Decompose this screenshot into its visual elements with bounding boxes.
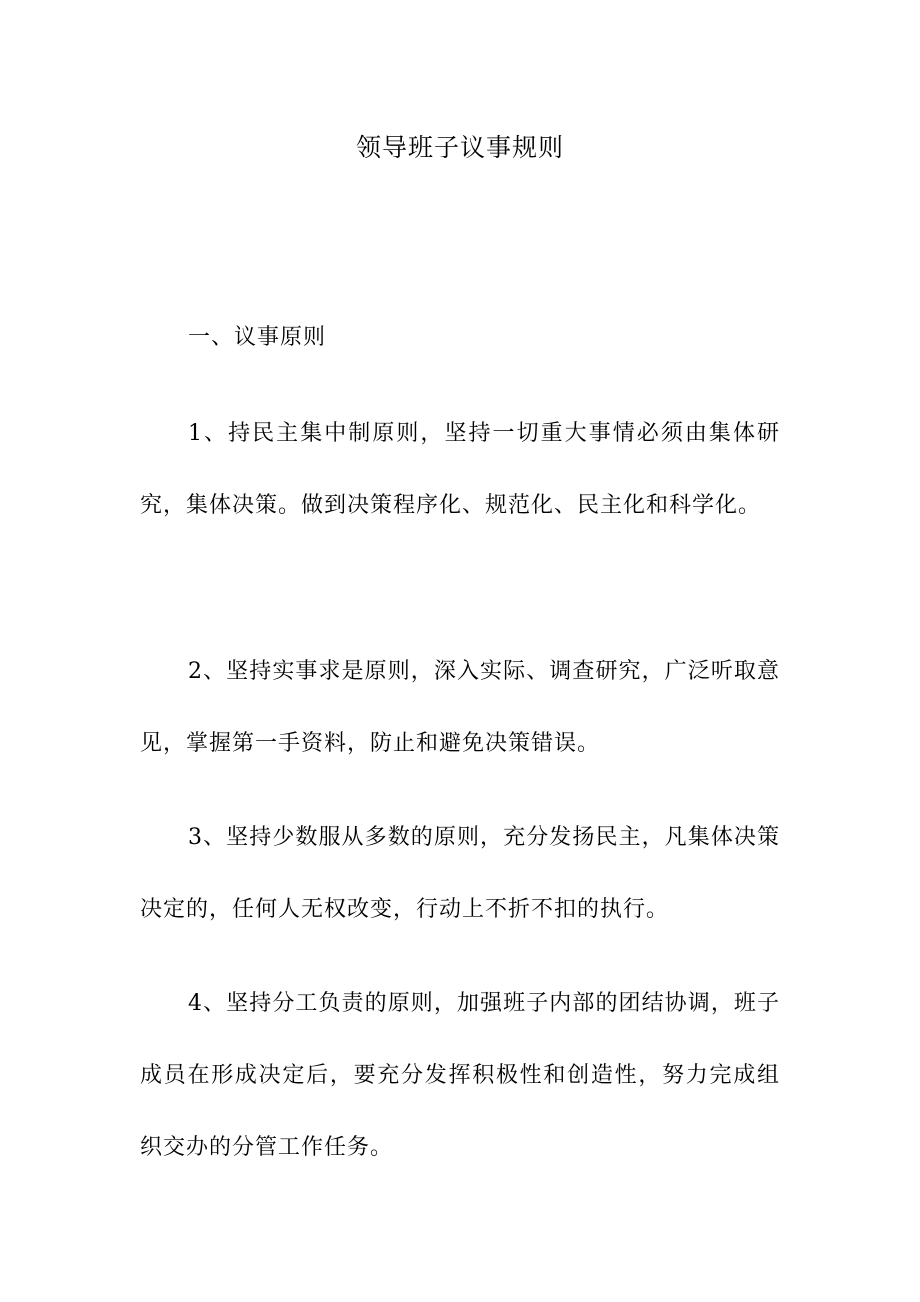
paragraph-1: 1、持民主集中制原则，坚持一切重大事情必须由集体研究，集体决策。做到决策程序化、规范化、民主化和科学化。 bbox=[140, 421, 780, 518]
paragraph-4: 4、坚持分工负责的原则，加强班子内部的团结协调，班子成员在形成决定后，要充分发挥积极性和创造性，努力完成组织交办的分管工作任务。 bbox=[140, 991, 780, 1160]
section-heading: 一、议事原则 bbox=[188, 325, 327, 350]
paragraph-3: 3、坚持少数服从多数的原则，充分发扬民主，凡集体决策决定的，任何人无权改变，行动上不折不扣的执行。 bbox=[140, 825, 780, 922]
paragraph-2: 2、坚持实事求是原则，深入实际、调查研究，广泛听取意见，掌握第一手资料，防止和避免决策错误。 bbox=[140, 659, 780, 756]
document-title: 领导班子议事规则 bbox=[355, 133, 564, 162]
